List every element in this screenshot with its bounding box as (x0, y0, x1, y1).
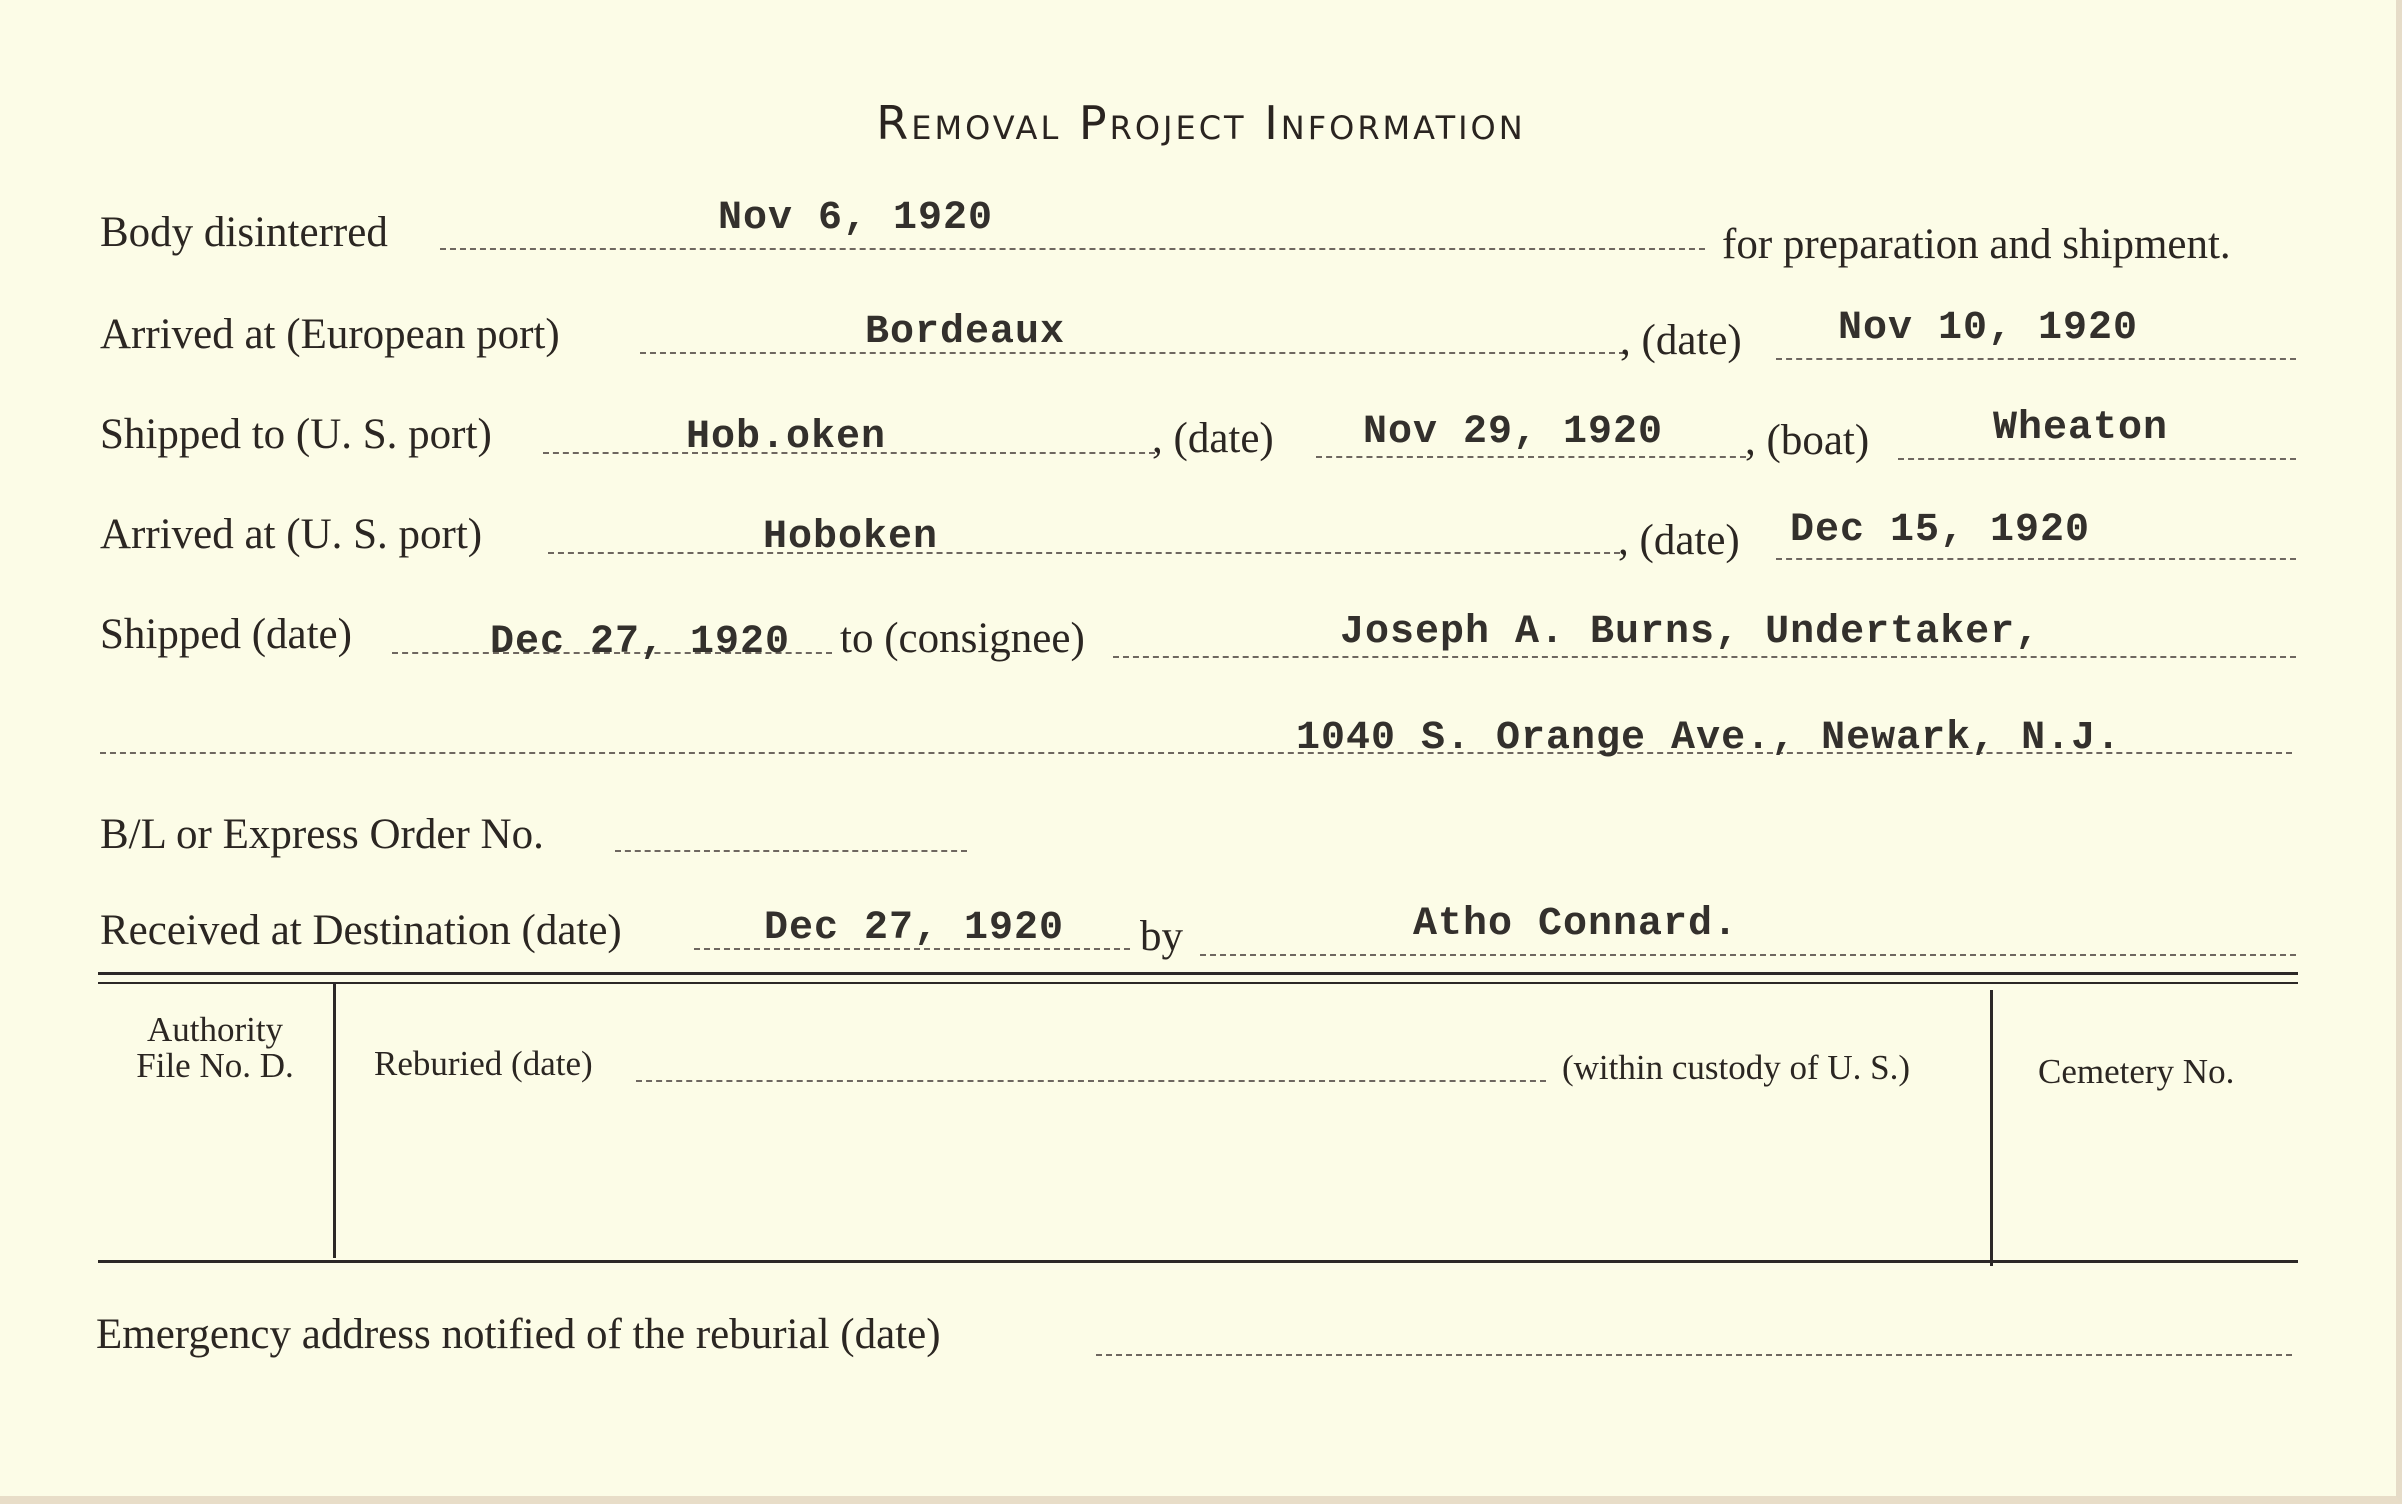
arrived-us-date: Dec 15, 1920 (1790, 508, 2091, 553)
arrived-us-line (548, 552, 1620, 554)
shipped-us-label: Shipped to (U. S. port) (100, 411, 492, 458)
shipped-us-date: Nov 29, 1920 (1363, 410, 1664, 455)
arrived-us-port: Hoboken (763, 515, 939, 560)
emergency-label: Emergency address notified of the reburial (date) (96, 1311, 941, 1358)
shipped-us-boat: Wheaton (1993, 406, 2169, 451)
box-divider-right (1990, 990, 1993, 1266)
received-by-label: by (1140, 913, 1183, 960)
disinterred-suffix: for preparation and shipment. (1722, 221, 2231, 268)
disinterred-line (440, 248, 1705, 250)
european-port-line (640, 352, 1625, 354)
shipped-us-date-label: , (date) (1152, 415, 1274, 462)
european-port-label: Arrived at (European port) (100, 311, 560, 358)
bl-order-line (615, 850, 967, 852)
european-port-date-line (1776, 358, 2296, 360)
arrived-us-date-label: , (date) (1618, 517, 1740, 564)
box-top-rule-2 (98, 982, 2298, 984)
received-label: Received at Destination (date) (100, 907, 622, 954)
shipped-us-boat-line (1898, 458, 2296, 460)
received-date: Dec 27, 1920 (764, 906, 1065, 951)
shipped-date-label: Shipped (date) (100, 611, 352, 658)
bl-order-label: B/L or Express Order No. (100, 811, 544, 858)
european-port-date-label: , (date) (1620, 317, 1742, 364)
arrived-us-label: Arrived at (U. S. port) (100, 511, 483, 558)
received-by-name: Atho Connard. (1413, 902, 1739, 947)
reburied-line (636, 1080, 1546, 1082)
consignee-label: to (consignee) (840, 615, 1085, 662)
disinterred-label: Body disinterred (100, 209, 388, 256)
received-by-line (1200, 954, 2296, 956)
shipped-us-date-line (1316, 456, 1746, 458)
shipped-us-port: Hob.oken (686, 415, 887, 460)
reburied-label: Reburied (date) (374, 1044, 593, 1083)
emergency-line (1096, 1354, 2292, 1356)
cemetery-label: Cemetery No. (2038, 1052, 2235, 1091)
card-title: Removal Project Information (876, 96, 1526, 150)
consignee-line (1113, 656, 2296, 658)
arrived-us-date-line (1776, 558, 2296, 560)
box-divider-left (333, 984, 336, 1258)
authority-label-line1: Authority (146, 1010, 284, 1049)
authority-label-line2: File No. D. (136, 1046, 294, 1085)
box-bottom-rule (98, 1260, 2298, 1263)
disinterred-date: Nov 6, 1920 (718, 196, 994, 241)
box-top-rule (98, 972, 2298, 975)
consignee-value: Joseph A. Burns, Undertaker, (1340, 610, 2041, 655)
consignee-address: 1040 S. Orange Ave., Newark, N.J. (1296, 716, 2122, 761)
european-port-date: Nov 10, 1920 (1838, 306, 2139, 351)
european-port-value: Bordeaux (865, 310, 1066, 355)
shipped-us-boat-label: , (boat) (1745, 417, 1870, 464)
custody-label: (within custody of U. S.) (1562, 1048, 1911, 1087)
shipped-date-value: Dec 27, 1920 (490, 620, 791, 665)
